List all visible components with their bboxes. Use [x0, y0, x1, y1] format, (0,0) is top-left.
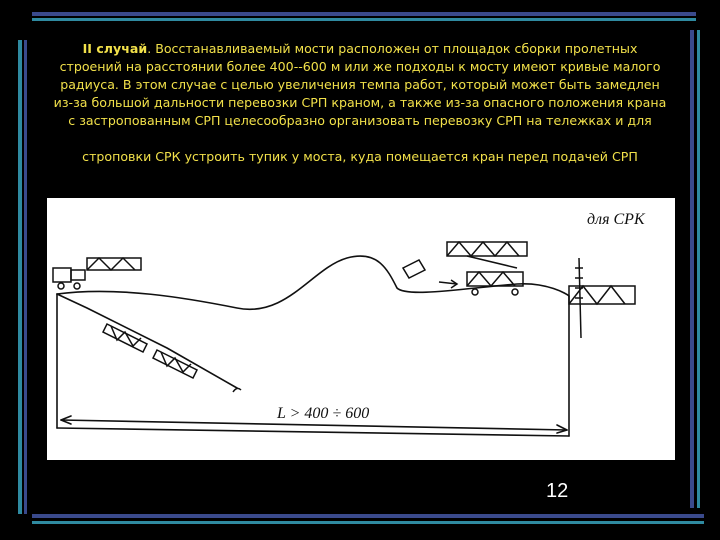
frame-top-bar: [32, 12, 696, 16]
bridge-span-right: [569, 258, 635, 338]
slope-line: [57, 294, 237, 388]
slide-body: . Восстанавливаемый мости расположен от площадок сборки пролетных строений на расстоянии более 400--600 м или же подходы к мосту имеют кривые малого радиуса. В этом случае с целью увеличения темпа работ, который может быть замедлен из-за большой дальности перевозки СРП краном, а также из-за опасного положения крана с застропованным СРП целесообразно организовать перевозку СРП на тележках и для: [53, 41, 667, 128]
bridge-diagram: [47, 198, 675, 460]
terrain-line: [57, 256, 569, 309]
slide-page-number: 12: [546, 480, 569, 502]
slide-text: [50, 40, 670, 166]
figure-label-top-right: для СРК: [587, 211, 645, 228]
figure-dimension-label: L > 400 ÷ 600: [277, 405, 370, 422]
slope-end-hook: [233, 388, 241, 392]
slide-heading: II случай: [82, 41, 148, 56]
dimension-arrow-right: [557, 425, 567, 433]
span-on-slope-2: [153, 350, 197, 378]
frame-right-bar-accent: [697, 30, 700, 508]
frame-left-bar-accent: [24, 40, 27, 514]
diagram-sketch: [47, 198, 675, 460]
frame-bottom-bar: [32, 514, 704, 518]
frame-bottom-bar-accent: [32, 521, 704, 524]
frame-left-bar: [18, 40, 22, 514]
frame-right-bar: [690, 30, 694, 508]
crane-left-icon: [53, 258, 141, 289]
trolley-span: [439, 272, 523, 295]
frame-top-bar-accent: [32, 18, 696, 21]
slide-paragraph: [50, 40, 670, 130]
span-on-slope-1: [103, 324, 147, 352]
slide-paragraph-2: строповки СРК устроить тупик у моста, куда помещается кран перед подачей СРП: [82, 149, 638, 164]
